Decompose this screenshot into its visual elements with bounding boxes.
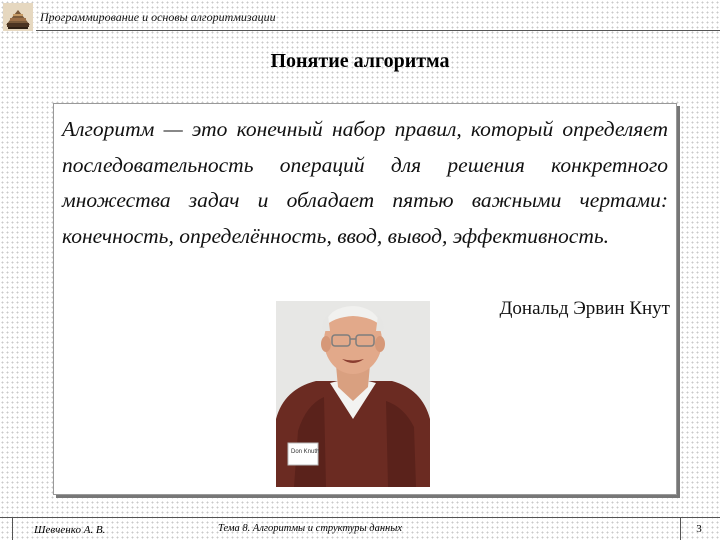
definition-text: Алгоритм — это конечный набор правил, который определяет последовательность операций для решения конкретного множества задач и обладает пятью важными чертами: конечность, определённость, ввод, вывод, эффективность. bbox=[62, 117, 668, 248]
footer-separator bbox=[12, 517, 13, 540]
footer-author: Шевченко А. В. bbox=[34, 524, 106, 536]
book-stack-icon bbox=[3, 3, 33, 31]
page-number: 3 bbox=[696, 523, 702, 535]
footer-topic: Тема 8. Алгоритмы и структуры данных bbox=[218, 523, 403, 534]
slide-header bbox=[0, 0, 720, 34]
slide-footer bbox=[0, 514, 720, 540]
photo-badge: Don Knuth bbox=[291, 449, 320, 455]
slide-title: Понятие алгоритма bbox=[270, 50, 450, 72]
author-photo bbox=[276, 301, 430, 487]
author-name: Дональд Эрвин Кнут bbox=[499, 298, 670, 319]
course-title: Программирование и основы алгоритмизации bbox=[40, 10, 276, 24]
content-box bbox=[53, 103, 677, 495]
header-divider bbox=[36, 30, 720, 31]
footer-separator bbox=[680, 517, 681, 540]
footer-divider bbox=[0, 517, 720, 518]
